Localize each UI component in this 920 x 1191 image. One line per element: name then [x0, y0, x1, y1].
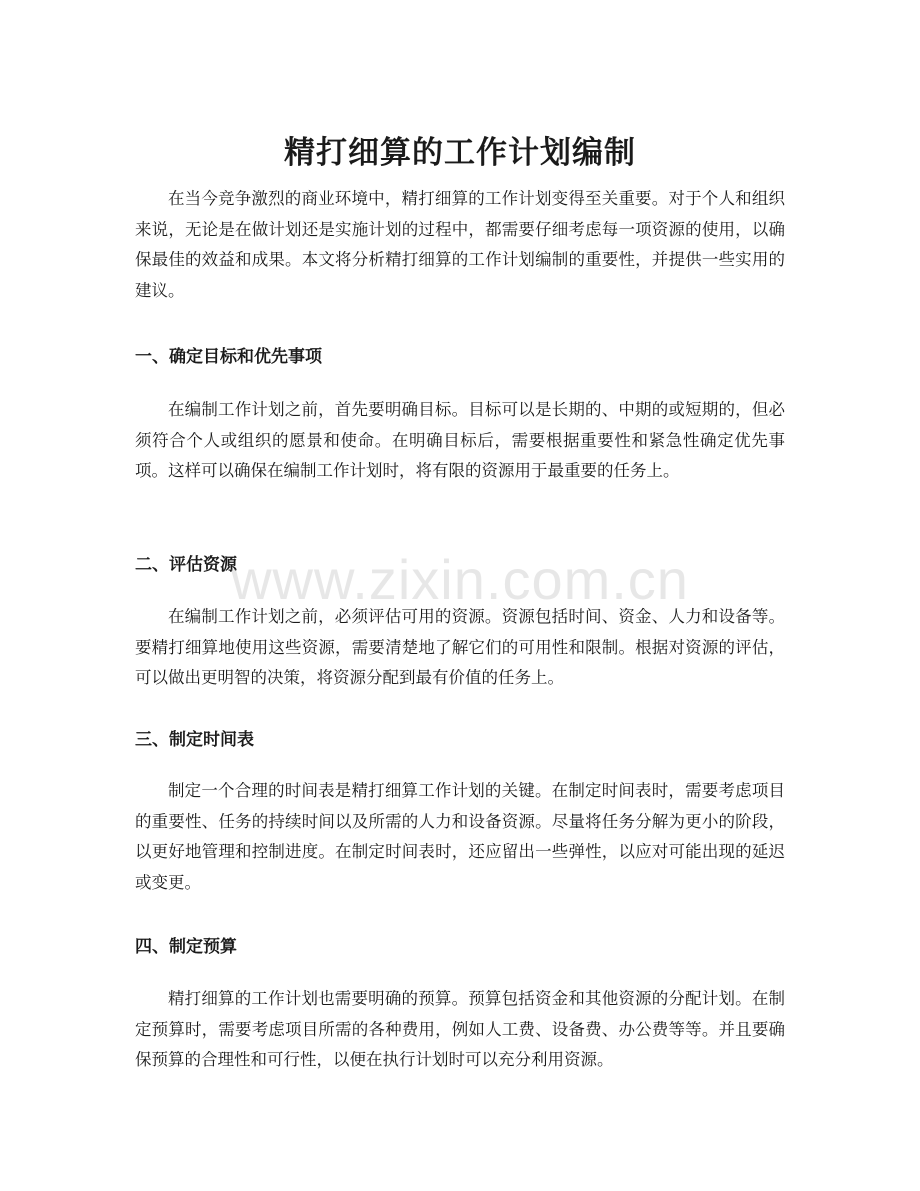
section-4-heading: 四、制定预算 — [135, 937, 237, 957]
page-title: 精打细算的工作计划编制 — [284, 134, 636, 171]
section-2-heading: 二、评估资源 — [135, 555, 237, 575]
section-1-body: 在编制工作计划之前，首先要明确目标。目标可以是长期的、中期的或短期的，但必须符合个人或组织的愿景和使命。在明确目标后，需要根据重要性和紧急性确定优先事项。这样可以确保在编制工作计划时，将有限的资源用于最重要的任务上。 — [135, 400, 785, 480]
section-1-heading: 一、确定目标和优先事项 — [135, 347, 322, 367]
section-2-body: 在编制工作计划之前，必须评估可用的资源。资源包括时间、资金、人力和设备等。要精打细算地使用这些资源，需要清楚地了解它们的可用性和限制。根据对资源的评估，可以做出更明智的决策，将资源分配到最有价值的任务上。 — [135, 607, 785, 687]
intro-paragraph: 在当今竞争激烈的商业环境中，精打细算的工作计划变得至关重要。对于个人和组织来说，无论是在做计划还是实施计划的过程中，都需要仔细考虑每一项资源的使用，以确保最佳的效益和成果。本文将分析精打细算的工作计划编制的重要性，并提供一些实用的建议。 — [135, 189, 785, 300]
section-3-body: 制定一个合理的时间表是精打细算工作计划的关键。在制定时间表时，需要考虑项目的重要性、任务的持续时间以及所需的人力和设备资源。尽量将任务分解为更小的阶段，以更好地管理和控制进度。在制定时间表时，还应留出一些弹性，以应对可能出现的延迟或变更。 — [135, 781, 785, 892]
section-3-heading: 三、制定时间表 — [135, 730, 254, 750]
section-4-body: 精打细算的工作计划也需要明确的预算。预算包括资金和其他资源的分配计划。在制定预算时，需要考虑项目所需的各种费用，例如人工费、设备费、办公费等等。并且要确保预算的合理性和可行性，以便在执行计划时可以充分利用资源。 — [135, 989, 785, 1069]
watermark: www.zixin.com.cn — [231, 548, 689, 611]
